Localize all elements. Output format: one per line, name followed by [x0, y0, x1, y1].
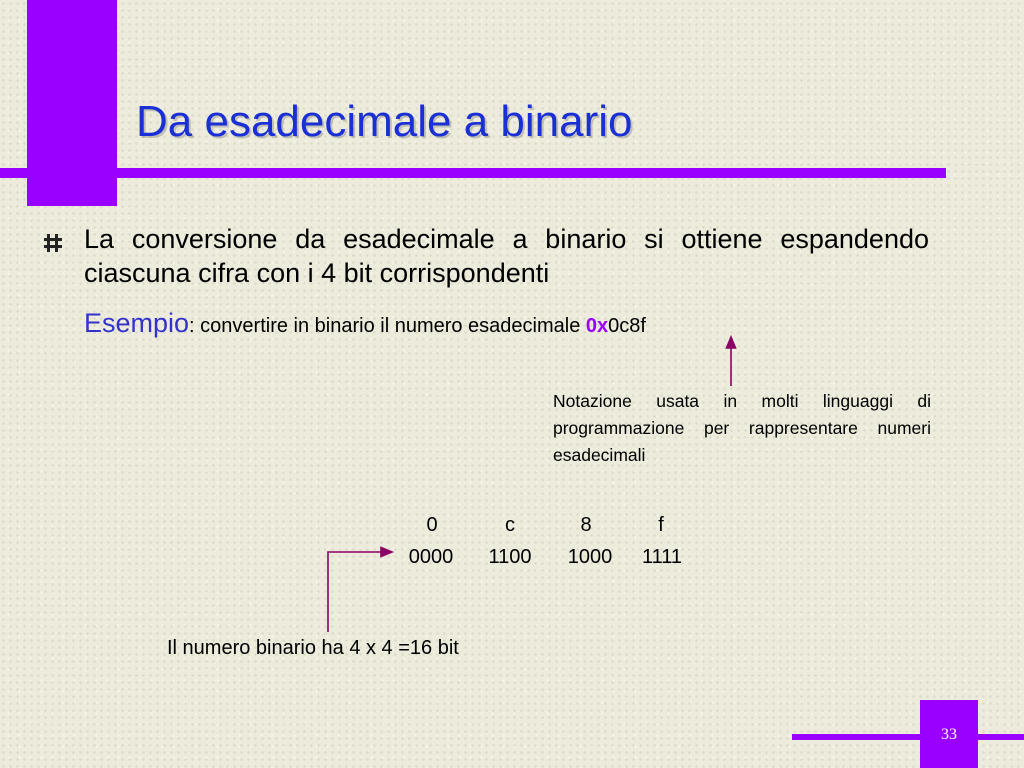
binary-group: 1000 — [567, 546, 613, 568]
hex-prefix: 0x — [585, 315, 609, 337]
hex-value: 0c8f — [608, 315, 646, 337]
example-label: Esempio — [84, 308, 190, 338]
arrow-to-binary — [328, 548, 392, 633]
hex-digit: f — [658, 514, 664, 536]
bits-count-note: Il numero binario ha 4 x 4 =16 bit — [167, 637, 459, 659]
binary-group: 0000 — [408, 546, 454, 568]
notation-note: Notazione usata in molti linguaggi di programmazione per rappresentare numeri esadecimali — [553, 391, 931, 465]
slide-title: Da esadecimale a binario — [136, 97, 633, 146]
bullet-paragraph: La conversione da esadecimale a binario si ottiene espandendo ciascuna cifra con i 4 bit corrispondenti — [84, 224, 929, 288]
example-text: : convertire in binario il numero esadecimale — [189, 315, 586, 337]
page-number: 33 — [941, 726, 957, 743]
page-number-box — [920, 700, 978, 768]
hex-digit: 8 — [580, 514, 592, 536]
footer-rule-right — [978, 734, 1024, 740]
arrow-to-prefix — [727, 337, 736, 386]
hex-digit: 0 — [426, 514, 438, 536]
binary-group: 1111 — [641, 546, 683, 568]
binary-group: 1100 — [488, 546, 532, 568]
footer-rule-left — [792, 734, 920, 740]
hex-digit: c — [505, 514, 515, 536]
